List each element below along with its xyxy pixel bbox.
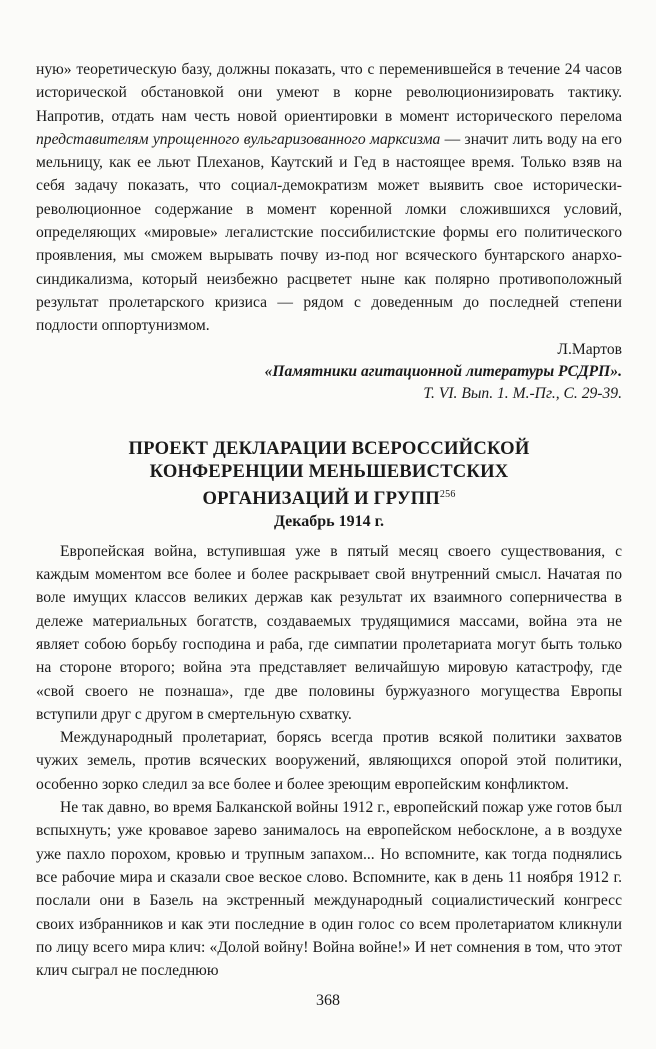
page-body	[36, 58, 622, 982]
continued-paragraph	[36, 58, 622, 338]
source-line-1: «Памятники агитационной литературы РСДРП».	[264, 362, 622, 380]
paragraph-text-end: — значит лить воду на его мельницу, как ее льют Плеханов, Каутский и Гед в настоящее время. Только взяв на себя задачу показать, что социал-демократизм может выявить свое исторически-революционное содержание в момент коренной ломки сложившихся условий, определяющих «мировые» легалистские поссибилистские формы его политического проявления, мы сможем вырывать почву из-под ног всяческого бунтарского анархо-синдикализма, который неизбежно расцветет ныне как полярно противоположный результат пролетарского кризиса — рядом с доведенным до последней степени подлости оппортунизмом.	[36, 130, 622, 335]
title-line-1: ПРОЕКТ ДЕКЛАРАЦИИ ВСЕРОССИЙСКОЙ	[128, 437, 530, 459]
body-paragraph-2: Международный пролетариат, борясь всегда против всякой политики захватов чужих земель, против всяческих вооружений, являющихся опорой этой политики, особенно зорко следил за все более и более зреющим европейским конфликтом.	[36, 729, 622, 793]
page-number: 368	[316, 992, 340, 1009]
title-line-3: ОРГАНИЗАЦИЙ И ГРУПП	[202, 487, 440, 509]
paragraph-text: ную» теоретическую базу, должны показать, что с переменившейся в течение 24 часов исторической обстановкой они умеют в корне революционизировать тактику. Напротив, отдать нам честь новой ориентировки в момент исторического перелома	[36, 61, 622, 125]
source-citation	[36, 361, 622, 405]
italic-phrase: представителям упрощенного вульгаризованного марксизма	[36, 130, 441, 148]
body-paragraph-3: Не так давно, во время Балканской войны 1912 г., европейский пожар уже готов был вспыхнуть; уже кровавое зарево занималось на европейском небосклоне, а в воздухе уже пахло порохом, кровью и трупным запахом... Но вспомните, как тогда поднялись все рабочие мира и сказали свое веское слово. Вспомните, как в день 11 ноября 1912 г. послали они в Базель на экстренный международный социалистический конгресс своих избранников и как эти последние в один голос со всем пролетариатом кликнули по лицу всего мира клич: «Долой войну! Война войне!» И нет сомнения в том, что этот клич сыграл не последнюю	[36, 799, 622, 980]
footnote-reference: 256	[439, 488, 456, 500]
author-signature: Л.Мартов	[557, 340, 622, 358]
body-paragraph-1: Европейская война, вступившая уже в пятый месяц своего существования, с каждым моментом все более и более раскрывает свой внутренний смысл. Начатая по воле имущих классов великих держав как результат их взаимного соперничества в дележе материальных богатств, создаваемых трудящимися массами, война эта не являет собою борьбу господина и раба, где симпатии пролетариата могут быть только на стороне второго; война эта представляет величайшую мировую катастрофу, где «свой своего не познаша», где две половины буржуазного могущества Европы вступили друг с другом в смертельную схватку.	[36, 542, 622, 723]
source-line-2: Т. VI. Вып. 1. М.-Пг., С. 29-39.	[423, 384, 622, 402]
document-date: Декабрь 1914 г.	[273, 512, 385, 530]
title-line-2: КОНФЕРЕНЦИИ МЕНЬШЕВИСТСКИХ	[149, 460, 509, 482]
document-title	[36, 437, 622, 510]
